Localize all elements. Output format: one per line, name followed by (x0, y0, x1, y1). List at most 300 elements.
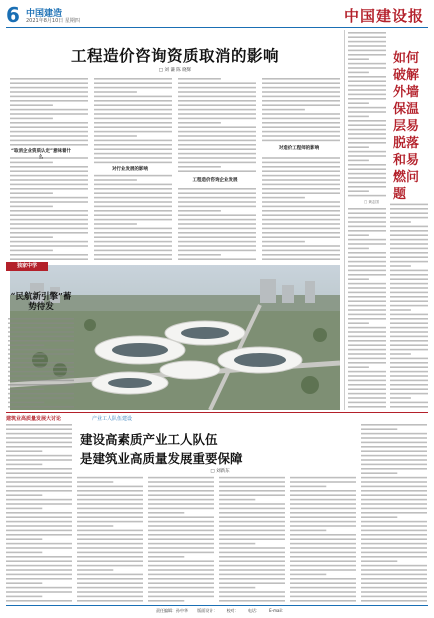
text-line (6, 459, 72, 461)
text-line (178, 166, 221, 168)
text-line (348, 190, 369, 192)
text-line (6, 547, 72, 549)
text-line (361, 468, 427, 470)
text-line (8, 397, 74, 399)
footer-phone: 电话： (247, 608, 260, 613)
text-line (148, 578, 214, 580)
text-line (348, 116, 369, 118)
text-line (348, 120, 386, 122)
text-line (390, 362, 428, 364)
text-line (77, 477, 143, 479)
text-line (262, 228, 340, 230)
text-line (8, 344, 44, 346)
text-line (390, 300, 428, 302)
text-line (94, 109, 172, 111)
text-line (262, 214, 340, 216)
text-line (94, 206, 172, 208)
text-line (178, 82, 256, 84)
text-line (94, 157, 172, 159)
section-name: 中国建造 (26, 9, 63, 19)
text-line (290, 574, 326, 576)
text-line (10, 223, 88, 225)
text-line (348, 173, 386, 175)
text-line (390, 327, 428, 329)
text-line (348, 151, 386, 153)
sidebar-label: 独家中学 (6, 262, 48, 271)
text-line (10, 162, 53, 164)
text-line (390, 393, 428, 395)
text-line (262, 87, 340, 89)
text-line (390, 353, 411, 355)
text-line (77, 560, 143, 562)
text-line (361, 499, 427, 501)
text-line (348, 226, 386, 228)
text-line (178, 188, 256, 190)
text-line (94, 214, 172, 216)
text-line (8, 393, 74, 395)
text-line (390, 278, 428, 280)
text-line (219, 569, 285, 571)
text-line (348, 182, 386, 184)
text-line (390, 292, 428, 294)
text-line (262, 109, 305, 111)
text-line (10, 82, 88, 84)
text-line (178, 157, 256, 159)
text-line (219, 512, 285, 514)
text-line (6, 446, 72, 448)
text-line (219, 525, 285, 527)
text-line (361, 433, 427, 435)
text-line (219, 587, 255, 589)
text-line (361, 442, 427, 444)
right-article-body (348, 32, 428, 410)
text-line (94, 250, 172, 252)
text-line (390, 402, 428, 404)
text-line (262, 236, 340, 238)
text-line (219, 490, 285, 492)
text-line (390, 296, 428, 298)
text-line (348, 186, 386, 188)
text-line (361, 569, 427, 571)
text-line (348, 129, 386, 131)
main-article-body (10, 78, 340, 262)
text-line (77, 547, 143, 549)
text-line (361, 459, 427, 461)
text-line (290, 600, 356, 602)
text-line (10, 254, 88, 256)
text-line (148, 552, 214, 554)
text-line (10, 201, 88, 203)
text-line (178, 192, 256, 194)
text-line (348, 80, 386, 82)
text-line (10, 258, 88, 260)
text-line (10, 140, 88, 142)
text-line (77, 574, 143, 576)
text-line (178, 250, 256, 252)
text-line (219, 578, 285, 580)
bottom-article-byline: □ 刘新东 (210, 469, 230, 474)
text-line (77, 521, 143, 523)
text-line (10, 188, 88, 190)
text-line (94, 162, 172, 164)
text-line (77, 578, 143, 580)
main-subhead-2: 对行业发展的影响 (112, 167, 148, 172)
text-line (10, 131, 88, 133)
text-line (94, 236, 172, 238)
text-line (6, 424, 72, 426)
text-line (361, 455, 427, 457)
text-line (361, 486, 427, 488)
bottom-article-body (6, 424, 428, 602)
text-line (390, 208, 428, 210)
text-line (148, 494, 214, 496)
text-line (361, 530, 427, 532)
text-line (6, 582, 42, 584)
text-line (10, 135, 88, 137)
sidebar-title: “民航新引擎”蓄势待发 (10, 292, 72, 312)
text-line (6, 468, 72, 470)
text-line (361, 446, 427, 448)
text-line (148, 477, 214, 479)
text-line (77, 538, 143, 540)
text-line (290, 578, 356, 580)
text-line (390, 331, 428, 333)
text-line (348, 305, 386, 307)
text-line (178, 219, 256, 221)
text-line (94, 219, 172, 221)
text-line (94, 91, 137, 93)
text-line (348, 195, 386, 197)
text-line (361, 560, 397, 562)
text-line (390, 314, 428, 316)
text-line (77, 596, 143, 598)
text-line (348, 58, 369, 60)
text-line (290, 543, 356, 545)
text-line (390, 384, 428, 386)
text-line (348, 76, 386, 78)
text-line (219, 530, 285, 532)
text-line (94, 258, 172, 260)
text-line (77, 587, 143, 589)
text-line (219, 560, 285, 562)
text-line (6, 591, 72, 593)
right-article-text-lines (348, 32, 428, 410)
text-line (361, 534, 427, 536)
text-line (148, 499, 214, 501)
text-line (6, 569, 72, 571)
text-line (262, 210, 340, 212)
text-line (178, 254, 221, 256)
text-line (178, 87, 256, 89)
text-line (178, 206, 256, 208)
text-line (8, 406, 74, 408)
text-line (348, 45, 386, 47)
text-line (94, 188, 172, 190)
text-line (6, 600, 72, 602)
text-line (94, 232, 172, 234)
text-line (178, 118, 256, 120)
text-line (94, 100, 172, 102)
text-line (361, 547, 427, 549)
text-line (390, 234, 428, 236)
text-line (219, 556, 285, 558)
text-line (348, 353, 386, 355)
text-line (8, 336, 74, 338)
text-line (77, 503, 143, 505)
text-line (6, 481, 72, 483)
text-line (8, 371, 74, 373)
text-line (348, 138, 386, 140)
text-line (219, 534, 285, 536)
text-line (348, 397, 386, 399)
column-divider (344, 30, 345, 410)
text-line (290, 556, 356, 558)
text-line (361, 494, 427, 496)
text-line (361, 508, 427, 510)
text-line (178, 140, 256, 142)
text-line (178, 210, 221, 212)
text-line (361, 464, 427, 466)
text-line (348, 318, 386, 320)
text-line (348, 278, 369, 280)
bottom-article-text-lines (6, 424, 428, 602)
text-line (361, 516, 397, 518)
text-line (348, 384, 386, 386)
text-line (8, 384, 74, 386)
text-line (10, 100, 88, 102)
text-line (6, 477, 72, 479)
text-line (290, 508, 356, 510)
text-line (6, 565, 72, 567)
text-line (290, 538, 356, 540)
text-line (348, 292, 386, 294)
text-line (348, 217, 386, 219)
text-line (8, 375, 74, 377)
text-line (348, 239, 386, 241)
text-line (178, 91, 256, 93)
text-line (10, 250, 53, 252)
text-line (77, 582, 143, 584)
bottom-article-title-line2: 是建筑业高质量发展重要保障 (80, 451, 243, 466)
text-line (290, 587, 356, 589)
text-line (178, 258, 256, 260)
text-line (348, 375, 386, 377)
text-line (361, 477, 427, 479)
text-line (361, 437, 427, 439)
text-line (262, 122, 340, 124)
text-line (361, 565, 427, 567)
text-line (219, 477, 285, 479)
text-line (290, 521, 356, 523)
text-line (94, 192, 172, 194)
text-line (94, 113, 172, 115)
text-line (94, 184, 172, 186)
text-line (178, 197, 256, 199)
text-line (6, 494, 42, 496)
text-line (390, 287, 428, 289)
sidebar-body (8, 318, 74, 410)
text-line (361, 450, 427, 452)
text-line (94, 118, 172, 120)
right-article-byline: □ 黄志国 (364, 200, 379, 204)
text-line (10, 232, 88, 234)
text-line (10, 197, 88, 199)
text-line (361, 543, 427, 545)
text-line (8, 318, 74, 320)
text-line (390, 305, 428, 307)
text-line (219, 543, 255, 545)
text-line (94, 175, 172, 177)
text-line (77, 565, 143, 567)
text-line (290, 525, 356, 527)
text-line (348, 309, 386, 311)
text-line (262, 241, 305, 243)
text-line (10, 206, 53, 208)
text-line (10, 166, 88, 168)
text-line (8, 327, 74, 329)
text-line (94, 82, 172, 84)
text-line (77, 552, 143, 554)
text-line (219, 547, 285, 549)
text-line (348, 107, 386, 109)
text-line (8, 402, 44, 404)
text-line (10, 109, 88, 111)
text-line (348, 212, 386, 214)
text-line (390, 322, 428, 324)
text-line (262, 140, 340, 142)
text-line (10, 91, 88, 93)
text-line (290, 534, 356, 536)
text-line (361, 587, 427, 589)
main-article-byline: □ 刘 谦 陈 晓辉 (158, 68, 192, 73)
text-line (348, 283, 386, 285)
text-line (390, 397, 411, 399)
text-line (390, 358, 428, 360)
text-line (219, 499, 255, 501)
text-line (178, 162, 256, 164)
text-line (178, 135, 256, 137)
text-line (6, 450, 42, 452)
text-line (6, 512, 72, 514)
text-line (290, 490, 356, 492)
text-line (262, 162, 340, 164)
text-line (77, 490, 143, 492)
text-line (390, 336, 428, 338)
text-line (219, 494, 285, 496)
text-line (348, 300, 386, 302)
main-article-text-lines (10, 78, 340, 262)
text-line (94, 241, 172, 243)
text-line (178, 113, 256, 115)
text-line (94, 104, 172, 106)
text-line (348, 67, 386, 69)
text-line (94, 223, 137, 225)
text-line (348, 230, 386, 232)
text-line (6, 525, 72, 527)
text-line (262, 197, 305, 199)
text-line (178, 96, 256, 98)
text-line (262, 250, 340, 252)
text-line (8, 322, 74, 324)
text-line (262, 157, 340, 159)
text-line (6, 455, 72, 457)
text-line (148, 525, 214, 527)
text-line (290, 486, 326, 488)
text-line (348, 146, 369, 148)
text-line (290, 530, 326, 532)
text-line (390, 380, 428, 382)
text-line (290, 481, 356, 483)
text-line (390, 212, 428, 214)
text-line (77, 569, 113, 571)
text-line (290, 547, 356, 549)
main-subhead-1: “取消企业资质认定”意味着什么 (11, 149, 71, 160)
text-line (348, 111, 386, 113)
text-line (178, 170, 256, 172)
text-line (148, 521, 214, 523)
text-line (178, 126, 256, 128)
text-line (348, 366, 369, 368)
text-line (348, 248, 369, 250)
text-line (148, 512, 184, 514)
text-line (290, 565, 356, 567)
page-footer (6, 605, 428, 615)
text-line (148, 534, 214, 536)
text-line (10, 78, 88, 80)
text-line (348, 208, 386, 210)
text-line (94, 201, 172, 203)
text-line (219, 600, 285, 602)
text-line (178, 109, 256, 111)
text-line (348, 221, 386, 223)
text-line (361, 596, 427, 598)
text-line (77, 481, 113, 483)
text-line (390, 256, 428, 258)
text-line (348, 63, 386, 65)
text-line (6, 516, 72, 518)
bottom-section-tag: 产业工人队伍建设 (92, 416, 133, 422)
text-line (390, 371, 428, 373)
text-line (94, 135, 137, 137)
text-line (10, 236, 53, 238)
text-line (262, 179, 340, 181)
text-line (10, 87, 88, 89)
text-line (94, 245, 172, 247)
text-line (361, 503, 427, 505)
text-line (348, 168, 386, 170)
header-rule (6, 27, 428, 28)
text-line (348, 371, 386, 373)
text-line (348, 349, 386, 351)
text-line (10, 214, 88, 216)
text-line (6, 472, 72, 474)
text-line (148, 538, 214, 540)
text-line (77, 486, 143, 488)
text-line (390, 349, 428, 351)
text-line (219, 486, 285, 488)
text-line (10, 96, 88, 98)
text-line (148, 556, 184, 558)
text-line (290, 552, 356, 554)
masthead-logo: 中国建设报 (343, 7, 424, 25)
text-line (94, 210, 172, 212)
text-line (10, 179, 88, 181)
text-line (262, 118, 340, 120)
text-line (178, 241, 256, 243)
text-line (262, 219, 340, 221)
text-line (348, 380, 386, 382)
text-line (361, 481, 427, 483)
